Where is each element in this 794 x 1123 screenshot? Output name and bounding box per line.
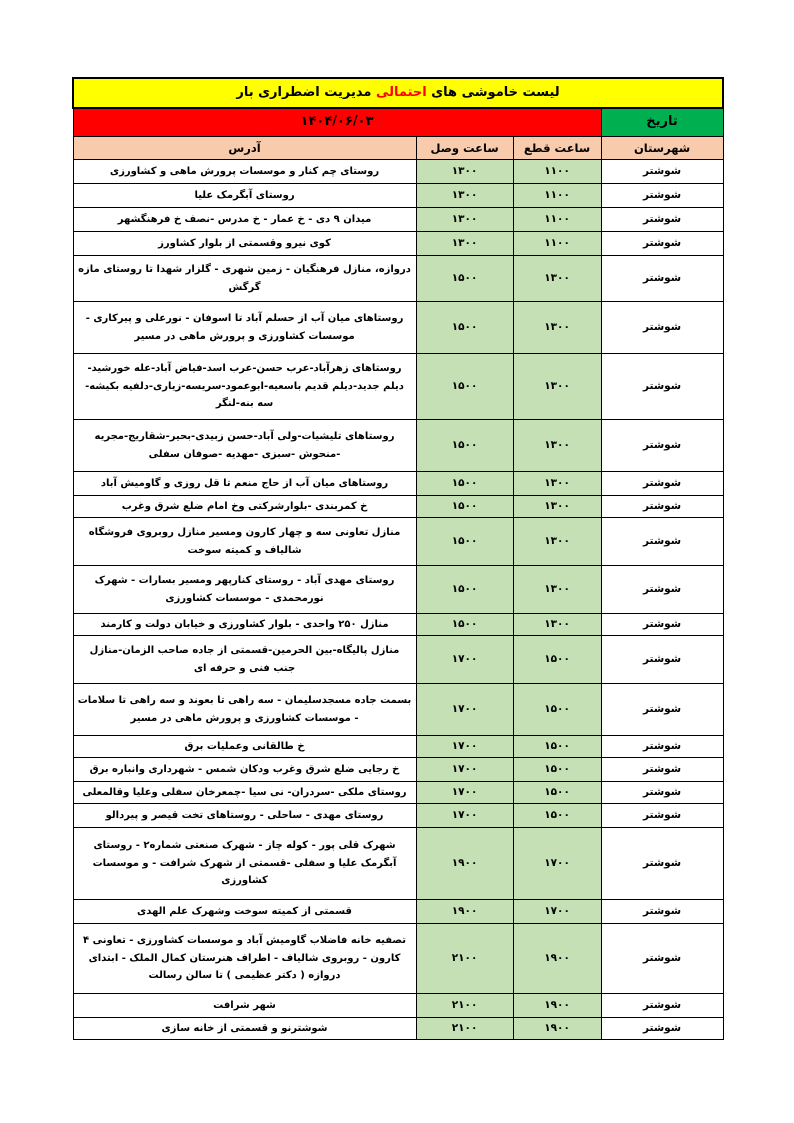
city-cell: شوشتر xyxy=(601,518,723,566)
connect-time-cell: ۱۵۰۰ xyxy=(416,256,513,302)
address-cell: منازل تعاونی سه و چهار کارون ومسیر منازل روبروی فروشگاه شالیاف و کمیته سوخت xyxy=(73,518,416,566)
cut-time-cell: ۱۳۰۰ xyxy=(513,302,601,354)
header-city: شهرستان xyxy=(601,137,723,160)
date-value: ۱۴۰۴/۰۶/۰۳ xyxy=(73,108,601,137)
table-row xyxy=(73,758,723,782)
address-cell: روستای ملکی -سردران- نی سیا -چمعرخان سفلی وعلیا وقالمعلی xyxy=(73,782,416,804)
city-cell: شوشتر xyxy=(601,472,723,496)
address-cell: خ کمربندی -بلوارشرکتی وخ امام ضلع شرق وغرب xyxy=(73,496,416,518)
address-cell: روستاهای زهرآباد-عرب حسن-عرب اسد-فیاض آباد-عله خورشید-دیلم جدید-دیلم قدیم باسعیه-ابوعمود-سریسه-زیاری-دلفیه بکیشه-سه بنه-لنگر xyxy=(73,354,416,420)
cut-time-cell: ۱۷۰۰ xyxy=(513,900,601,924)
table-row xyxy=(73,994,723,1018)
city-cell: شوشتر xyxy=(601,1018,723,1040)
table-row xyxy=(73,256,723,302)
table-row xyxy=(73,828,723,900)
address-cell: منازل پالیگاه-بین الحرمین-قسمتی از جاده صاحب الزمان-منازل جنب فنی و حرفه ای xyxy=(73,636,416,684)
cut-time-cell: ۱۱۰۰ xyxy=(513,160,601,184)
cut-time-cell: ۱۳۰۰ xyxy=(513,496,601,518)
title-part-1: لیست خاموشی های xyxy=(431,84,560,100)
cut-time-cell: ۱۵۰۰ xyxy=(513,736,601,758)
address-cell: منازل ۲۵۰ واحدی - بلوار کشاورزی و خیابان دولت و کارمند xyxy=(73,614,416,636)
cut-time-cell: ۱۱۰۰ xyxy=(513,184,601,208)
address-cell: روستای آبگرمک علیا xyxy=(73,184,416,208)
outage-sheet xyxy=(72,77,722,1040)
cut-time-cell: ۱۳۰۰ xyxy=(513,472,601,496)
address-cell: روستاهای تلیشیات-ولی آباد-حسن زبیدی-بحیر-شقاریج-مجریه -منحوش -سبزی -مهدیه -صوفان سفلی xyxy=(73,420,416,472)
city-cell: شوشتر xyxy=(601,614,723,636)
connect-time-cell: ۱۵۰۰ xyxy=(416,566,513,614)
table-row xyxy=(73,924,723,994)
table-row xyxy=(73,782,723,804)
cut-time-cell: ۱۳۰۰ xyxy=(513,420,601,472)
header-connect-time: ساعت وصل xyxy=(416,137,513,160)
cut-time-cell: ۱۵۰۰ xyxy=(513,804,601,828)
table-row xyxy=(73,614,723,636)
table-row xyxy=(73,736,723,758)
connect-time-cell: ۱۵۰۰ xyxy=(416,354,513,420)
cut-time-cell: ۱۵۰۰ xyxy=(513,758,601,782)
city-cell: شوشتر xyxy=(601,804,723,828)
connect-time-cell: ۱۷۰۰ xyxy=(416,804,513,828)
title-accent: احتمالی xyxy=(375,84,427,100)
cut-time-cell: ۱۳۰۰ xyxy=(513,518,601,566)
cut-time-cell: ۱۹۰۰ xyxy=(513,994,601,1018)
city-cell: شوشتر xyxy=(601,828,723,900)
address-cell: روستای مهدی آباد - روستای کنارپهر ومسیر بسارات - شهرک نورمحمدی - موسسات کشاورزی xyxy=(73,566,416,614)
address-cell: خ طالقانی وعملیات برق xyxy=(73,736,416,758)
header-cut-time: ساعت قطع xyxy=(513,137,601,160)
connect-time-cell: ۱۳۰۰ xyxy=(416,208,513,232)
connect-time-cell: ۱۷۰۰ xyxy=(416,782,513,804)
address-cell: شوشترنو و قسمتی از خانه سازی xyxy=(73,1018,416,1040)
table-row xyxy=(73,208,723,232)
connect-time-cell: ۱۹۰۰ xyxy=(416,828,513,900)
connect-time-cell: ۲۱۰۰ xyxy=(416,924,513,994)
cut-time-cell: ۱۵۰۰ xyxy=(513,782,601,804)
connect-time-cell: ۱۵۰۰ xyxy=(416,614,513,636)
city-cell: شوشتر xyxy=(601,636,723,684)
connect-time-cell: ۱۵۰۰ xyxy=(416,302,513,354)
table-row xyxy=(73,160,723,184)
table-row xyxy=(73,566,723,614)
address-cell: شهرک قلی پور - کوله چاز - شهرک صنعتی شماره۲ - روستای آبگرمک علیا و سفلی -قسمتی از شهرک شرافت - و موسسات کشاورزی xyxy=(73,828,416,900)
connect-time-cell: ۲۱۰۰ xyxy=(416,1018,513,1040)
table-row xyxy=(73,184,723,208)
sheet-title xyxy=(73,78,723,108)
address-cell: روستاهای میان آب از حسلم آباد تا اسوفان - نورعلی و پیرکاری - موسسات کشاورزی و پرورش ماهی در مسیر xyxy=(73,302,416,354)
table-row xyxy=(73,302,723,354)
city-cell: شوشتر xyxy=(601,232,723,256)
city-cell: شوشتر xyxy=(601,924,723,994)
address-cell: روستای مهدی - ساحلی - روستاهای تخت قیصر و پیردالو xyxy=(73,804,416,828)
connect-time-cell: ۱۵۰۰ xyxy=(416,496,513,518)
address-cell: دروازه، منازل فرهنگیان - زمین شهری - گلزار شهدا تا روستای مازه گرگش xyxy=(73,256,416,302)
city-cell: شوشتر xyxy=(601,302,723,354)
address-cell: روستاهای میان آب از حاج منعم تا قل روزی و گاومیش آباد xyxy=(73,472,416,496)
table-row xyxy=(73,472,723,496)
connect-time-cell: ۱۹۰۰ xyxy=(416,900,513,924)
address-cell: شهر شرافت xyxy=(73,994,416,1018)
date-label: تاریخ xyxy=(601,108,723,137)
address-cell: میدان ۹ دی - خ عمار - خ مدرس -نصف خ فرهنگشهر xyxy=(73,208,416,232)
cut-time-cell: ۱۳۰۰ xyxy=(513,614,601,636)
city-cell: شوشتر xyxy=(601,160,723,184)
title-part-2: مدیریت اضطراری بار xyxy=(236,84,372,100)
header-row xyxy=(73,137,723,160)
cut-time-cell: ۱۷۰۰ xyxy=(513,828,601,900)
cut-time-cell: ۱۹۰۰ xyxy=(513,924,601,994)
city-cell: شوشتر xyxy=(601,684,723,736)
connect-time-cell: ۲۱۰۰ xyxy=(416,994,513,1018)
cut-time-cell: ۱۱۰۰ xyxy=(513,232,601,256)
address-cell: قسمتی از کمیته سوخت وشهرک علم الهدی xyxy=(73,900,416,924)
address-cell: کوی نیرو وقسمتی از بلوار کشاورز xyxy=(73,232,416,256)
cut-time-cell: ۱۳۰۰ xyxy=(513,566,601,614)
table-row xyxy=(73,684,723,736)
table-row xyxy=(73,636,723,684)
address-cell: بسمت جاده مسجدسلیمان - سه راهی تا بعوند و سه راهی تا سلامات - موسسات کشاورزی و پرورش ماهی در مسیر xyxy=(73,684,416,736)
connect-time-cell: ۱۷۰۰ xyxy=(416,636,513,684)
cut-time-cell: ۱۱۰۰ xyxy=(513,208,601,232)
city-cell: شوشتر xyxy=(601,496,723,518)
city-cell: شوشتر xyxy=(601,900,723,924)
cut-time-cell: ۱۹۰۰ xyxy=(513,1018,601,1040)
table-row xyxy=(73,900,723,924)
title-row xyxy=(73,78,723,108)
table-row xyxy=(73,804,723,828)
city-cell: شوشتر xyxy=(601,736,723,758)
city-cell: شوشتر xyxy=(601,566,723,614)
connect-time-cell: ۱۷۰۰ xyxy=(416,736,513,758)
cut-time-cell: ۱۵۰۰ xyxy=(513,636,601,684)
city-cell: شوشتر xyxy=(601,184,723,208)
city-cell: شوشتر xyxy=(601,354,723,420)
connect-time-cell: ۱۵۰۰ xyxy=(416,472,513,496)
address-cell: روستای چم کنار و موسسات پرورش ماهی و کشاورزی xyxy=(73,160,416,184)
connect-time-cell: ۱۳۰۰ xyxy=(416,232,513,256)
connect-time-cell: ۱۵۰۰ xyxy=(416,518,513,566)
connect-time-cell: ۱۷۰۰ xyxy=(416,758,513,782)
date-row xyxy=(73,108,723,137)
city-cell: شوشتر xyxy=(601,758,723,782)
connect-time-cell: ۱۷۰۰ xyxy=(416,684,513,736)
table-row xyxy=(73,1018,723,1040)
city-cell: شوشتر xyxy=(601,782,723,804)
city-cell: شوشتر xyxy=(601,256,723,302)
table-row xyxy=(73,420,723,472)
city-cell: شوشتر xyxy=(601,420,723,472)
address-cell: خ رجایی ضلع شرق وغرب ودکان شمس - شهرداری وانباره برق xyxy=(73,758,416,782)
cut-time-cell: ۱۳۰۰ xyxy=(513,256,601,302)
table-row xyxy=(73,518,723,566)
cut-time-cell: ۱۳۰۰ xyxy=(513,354,601,420)
header-address: آدرس xyxy=(73,137,416,160)
connect-time-cell: ۱۳۰۰ xyxy=(416,160,513,184)
table-row xyxy=(73,354,723,420)
city-cell: شوشتر xyxy=(601,994,723,1018)
table-row xyxy=(73,496,723,518)
cut-time-cell: ۱۵۰۰ xyxy=(513,684,601,736)
outage-table xyxy=(72,77,724,1040)
table-row xyxy=(73,232,723,256)
address-cell: تصفیه خانه فاضلاب گاومیش آباد و موسسات کشاورزی - تعاونی ۴ کارون - روبروی شالیاف - اطراف هنرستان کمال الملک - ابتدای دروازه ( دکتر عظیمی ) تا سالن رسالت xyxy=(73,924,416,994)
city-cell: شوشتر xyxy=(601,208,723,232)
connect-time-cell: ۱۵۰۰ xyxy=(416,420,513,472)
connect-time-cell: ۱۳۰۰ xyxy=(416,184,513,208)
